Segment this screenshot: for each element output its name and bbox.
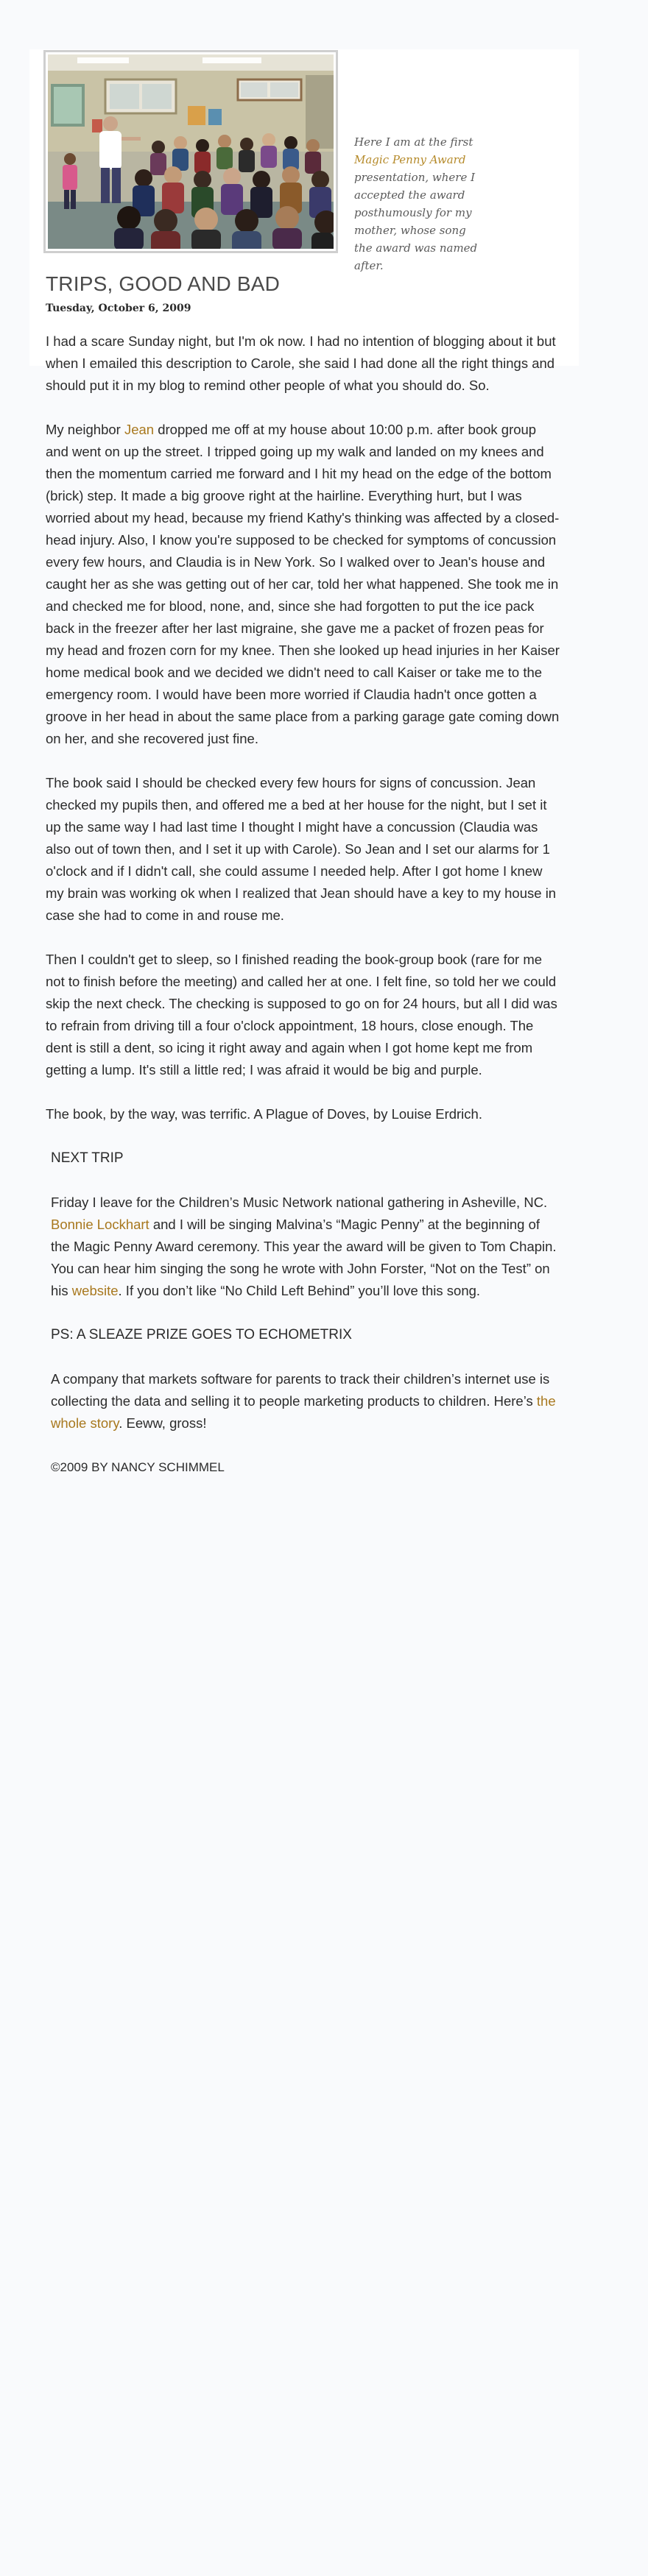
paragraph-accident (46, 419, 561, 750)
next-trip-text-end: . If you don’t like “No Child Left Behind” you’ll love this song. (118, 1283, 481, 1298)
post-date: Tuesday, October 6, 2009 (46, 302, 191, 314)
ps-text-end: . Eeww, gross! (119, 1415, 207, 1431)
bonnie-lockhart-link[interactable]: Bonnie Lockhart (51, 1217, 149, 1232)
ps-paragraph (51, 1368, 561, 1434)
next-trip-paragraph (51, 1192, 561, 1302)
caption-text-after: presentation, where I accepted the award posthumously for my mother, whose song the award was named after. (354, 171, 478, 272)
caption-award-name: Magic Penny Award (354, 153, 466, 166)
footer-section (46, 1457, 561, 1479)
next-trip-text-cont: and I will be singing Malvina’s “Magic Penny” at the beginning of the Magic Penny Award ceremony. This year the award will be given to Tom Chapin. You can hear him singing the song he wrote with John Forster, “Not on the Test” on his (51, 1217, 557, 1298)
photo-caption (354, 133, 487, 275)
paragraph-concussion-check: The book said I should be checked every few hours for signs of concussion. Jean checked my pupils then, and offered me a bed at her house for the night, but I set it up the same way I had last time I thought I might have a concussion (Claudia was also out of town then, and I set it up with Carole). So Jean and I set our alarms for 1 o'clock and if I didn't call, she could assume I needed help. After I got home I knew my brain was working ok when I realized that Jean should have a key to my house in case she had to come in and rouse me. (46, 775, 557, 923)
ps-section (46, 1324, 561, 1434)
ps-text: A company that markets software for parents to track their children’s internet use is collecting the data and selling it to people marketing products to children. Here’s (51, 1371, 550, 1409)
post-body (46, 330, 561, 1501)
paragraph-night: Then I couldn't get to sleep, so I finished reading the book-group book (rare for me not to finish before the meeting) and called her at one. I felt fine, so told her we could skip the next check. The checking is supposed to go on for 24 hours, but all I did was to refrain from driving till a four o'clock appointment, 18 hours, close enough. The dent is still a dent, so icing it right away and again when I got home kept me from getting a lump. It's still a little red; I was afraid it would be big and purple. (46, 952, 557, 1078)
photo-frame (43, 50, 338, 253)
next-trip-heading: NEXT TRIP (51, 1150, 124, 1166)
paragraph-book: The book, by the way, was terrific. A Plague of Doves, by Louise Erdrich. (46, 1106, 482, 1122)
post-title: TRIPS, GOOD AND BAD (46, 272, 281, 295)
caption-text-before: Here I am at the first (354, 135, 473, 149)
next-trip-text: Friday I leave for the Children’s Music Network national gathering in Asheville, NC. (51, 1195, 548, 1210)
paragraph-accident-text-cont: dropped me off at my house about 10:00 p.m. after book group and went on up the street. I tripped going up my walk and landed on my knees and then the momentum carried me forward and I hit my head on the edge of the bottom (brick) step. It made a big groove right at the hairline. Everything hurt, but I was worried about my head, because my friend Kathy's thinking was affected by a closed-head injury. Also, I know you're supposed to be checked for symptoms of concussion every few hours, and Claudia is in New York. So I walked over to Jean's house and caught her as she was getting out of her car, told her what happened. She took me in and checked me for blood, none, and, since she had forgotten to put the ice pack back in the freezer after her last migraine, she gave me a packet of frozen peas for my head and frozen corn for my knee. Then she looked up head injuries in her Kaiser home medical book and we decided we didn't need to call Kaiser or take me to the emergency room. I would have been more worried if Claudia hadn't once gotten a groove in her head in about the same place from a parking garage gate coming down on her, and she recovered just fine. (46, 422, 560, 746)
paragraph-accident-text: My neighbor (46, 422, 124, 437)
whole-story-link[interactable]: the whole story (51, 1393, 556, 1431)
copyright-text: ©2009 BY NANCY SCHIMMEL (51, 1460, 225, 1474)
website-link[interactable]: website (71, 1283, 119, 1298)
ps-heading: PS: A SLEAZE PRIZE GOES TO ECHOMETRIX (51, 1327, 352, 1342)
classroom-gathering-photo (48, 54, 334, 249)
next-trip-section (46, 1147, 561, 1302)
jean-link[interactable]: Jean (124, 422, 155, 437)
paragraph-intro: I had a scare Sunday night, but I'm ok now. I had no intention of blogging about it but when I emailed this description to Carole, she said I had done all the right things and should put it in my blog to remind other people of what you should do. So. (46, 333, 556, 393)
